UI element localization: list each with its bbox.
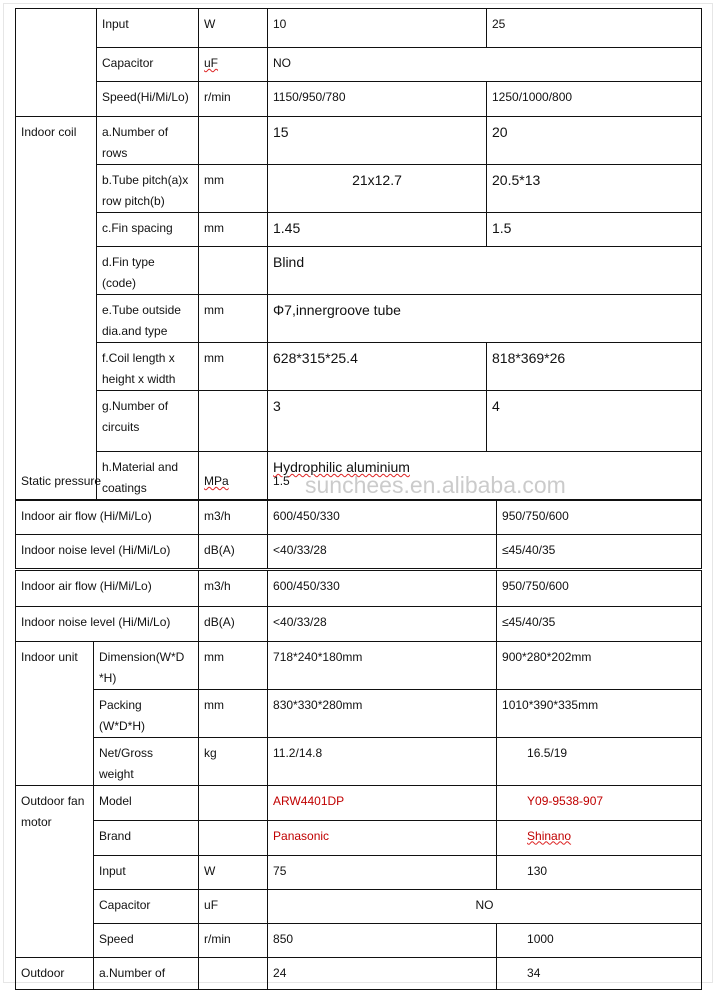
- unit-cell: mm: [199, 343, 268, 391]
- unit-cell: [199, 957, 268, 989]
- unit-text: MPa: [204, 474, 229, 488]
- row-label: Model: [94, 785, 199, 820]
- value-a: 600/450/330: [268, 500, 497, 534]
- value-b: [497, 820, 702, 855]
- row-label: [97, 165, 199, 213]
- label-line: e.Tube outside: [102, 303, 181, 317]
- row-label: Speed: [94, 923, 199, 957]
- label-line: b.Tube pitch(a)x: [102, 173, 189, 187]
- label-line: f.Coil length x: [102, 351, 175, 365]
- value-a: 75: [268, 855, 497, 889]
- label-line: motor: [21, 814, 52, 829]
- table-row: [16, 606, 702, 641]
- table-row: [16, 820, 702, 855]
- row-label: [94, 737, 199, 785]
- value-a: 1150/950/780: [268, 82, 487, 117]
- table-row: [16, 391, 702, 452]
- label-line: height x width: [102, 372, 176, 386]
- row-label: [97, 295, 199, 343]
- label-line: Packing: [99, 697, 142, 712]
- row-label: Speed(Hi/Mi/Lo): [97, 82, 199, 117]
- value-text: Hydrophilic aluminium: [273, 459, 410, 475]
- value-a: 830*330*280mm: [268, 689, 497, 737]
- value-a: 718*240*180mm: [268, 641, 497, 689]
- spec-table-top: [15, 8, 702, 500]
- table-row: [16, 957, 702, 989]
- table-row: [16, 737, 702, 785]
- table-row: [16, 569, 702, 606]
- value-b: 818*369*26: [487, 343, 702, 391]
- value-a: 850: [268, 923, 497, 957]
- unit-cell: r/min: [199, 923, 268, 957]
- value-merged: NO: [268, 48, 702, 82]
- value-b: 20: [487, 117, 702, 165]
- group-title: Outdoor: [16, 957, 94, 989]
- row-label: Brand: [94, 820, 199, 855]
- table-row: [16, 889, 702, 923]
- label-line: rows: [102, 146, 128, 160]
- table-row: [16, 855, 702, 889]
- row-label: [94, 689, 199, 737]
- table-row: [16, 82, 702, 117]
- row-label: Capacitor: [94, 889, 199, 923]
- table-row: [16, 295, 702, 343]
- row-label: Input: [97, 9, 199, 48]
- value-b: ≤45/40/35: [497, 606, 702, 641]
- label-line: coatings: [102, 481, 147, 495]
- label-line: dia.and type: [102, 324, 168, 338]
- row-label: Indoor noise level (Hi/Mi/Lo): [16, 606, 199, 641]
- unit-cell: uF: [199, 889, 268, 923]
- value-b: 950/750/600: [497, 500, 702, 534]
- unit-cell: mm: [199, 295, 268, 343]
- value-b: 900*280*202mm: [497, 641, 702, 689]
- label-line: h.Material and: [102, 460, 179, 474]
- unit-cell: [199, 48, 268, 82]
- watermark: sunchees.en.alibaba.com: [305, 472, 566, 498]
- value-a: <40/33/28: [268, 606, 497, 641]
- label-line: Net/Gross: [99, 745, 154, 760]
- table-row: [16, 213, 702, 247]
- value-a: <40/33/28: [268, 534, 497, 569]
- value-b: ≤45/40/35: [497, 534, 702, 569]
- table-row: [16, 117, 702, 165]
- value-b: 130: [497, 855, 702, 889]
- value-a: 600/450/330: [268, 569, 497, 606]
- value-a: 628*315*25.4: [268, 343, 487, 391]
- row-label: a.Number of: [94, 957, 199, 989]
- table-row: [16, 9, 702, 48]
- value-a: ARW4401DP: [268, 785, 497, 820]
- unit-cell: [199, 391, 268, 452]
- table-row: [16, 534, 702, 569]
- value-a: 21x12.7: [268, 165, 487, 213]
- value-a: 11.2/14.8: [268, 737, 497, 785]
- value-merged: 1.5: [268, 466, 702, 500]
- table-row: [16, 247, 702, 295]
- unit-cell: m3/h: [199, 569, 268, 606]
- table-row: [16, 500, 702, 534]
- label-line: d.Fin type: [102, 255, 155, 269]
- row-label: [97, 247, 199, 295]
- label-line: Dimension(W*D: [99, 649, 185, 664]
- unit-cell: mm: [199, 213, 268, 247]
- table-row: [16, 641, 702, 689]
- row-label: Static pressure: [16, 466, 199, 500]
- table-row: [16, 343, 702, 391]
- table-row: [16, 466, 702, 500]
- unit-text: uF: [204, 56, 219, 70]
- unit-cell: r/min: [199, 82, 268, 117]
- label-line: (W*D*H): [99, 718, 145, 733]
- value-b: 25: [487, 9, 702, 48]
- label-line: weight: [99, 766, 134, 781]
- table-row: [16, 785, 702, 820]
- value-b: 34: [497, 957, 702, 989]
- unit-cell: W: [199, 9, 268, 48]
- value-b: 20.5*13: [487, 165, 702, 213]
- table-row: [16, 689, 702, 737]
- group-title: Indoor coil: [16, 117, 97, 500]
- label-line: circuits: [102, 420, 140, 434]
- unit-cell: [199, 820, 268, 855]
- unit-cell: mm: [199, 689, 268, 737]
- value-a: 1.45: [268, 213, 487, 247]
- value-a: 24: [268, 957, 497, 989]
- label-line: *H): [99, 670, 117, 685]
- value-a: 10: [268, 9, 487, 48]
- unit-cell: [199, 117, 268, 165]
- value-merged: Blind: [268, 247, 702, 295]
- unit-cell: W: [199, 855, 268, 889]
- value-a: 15: [268, 117, 487, 165]
- label-line: a.Number of: [102, 125, 169, 139]
- unit-cell: kg: [199, 737, 268, 785]
- row-label: c.Fin spacing: [97, 213, 199, 247]
- value-b: 4: [487, 391, 702, 452]
- value-b: 16.5/19: [497, 737, 702, 785]
- row-label: [97, 117, 199, 165]
- row-label: Indoor noise level (Hi/Mi/Lo): [16, 534, 199, 569]
- value-merged: NO: [268, 889, 702, 923]
- table-row: [16, 48, 702, 82]
- group-title: Indoor unit: [16, 641, 94, 785]
- row-label: [94, 641, 199, 689]
- value-merged: Φ7,innergroove tube: [268, 295, 702, 343]
- group-cell: [16, 9, 97, 117]
- table-row: [16, 165, 702, 213]
- unit-cell: mm: [199, 165, 268, 213]
- table-row: [16, 923, 702, 957]
- label-line: row pitch(b): [102, 194, 165, 208]
- unit-cell: m3/h: [199, 500, 268, 534]
- unit-cell: dB(A): [199, 606, 268, 641]
- label-line: (code): [102, 276, 137, 290]
- unit-cell: mm: [199, 641, 268, 689]
- label-line: g.Number of: [102, 399, 169, 413]
- spec-table-bottom: [15, 466, 702, 990]
- value-b: 1.5: [487, 213, 702, 247]
- value-b: 950/750/600: [497, 569, 702, 606]
- row-label: Indoor air flow (Hi/Mi/Lo): [16, 500, 199, 534]
- group-title: [16, 785, 94, 957]
- label-line: Outdoor fan: [21, 793, 85, 808]
- value-b: 1250/1000/800: [487, 82, 702, 117]
- value-text: Shinano: [527, 828, 572, 843]
- unit-cell: [199, 247, 268, 295]
- value-a: Panasonic: [268, 820, 497, 855]
- row-label: Indoor air flow (Hi/Mi/Lo): [16, 569, 199, 606]
- row-label: [97, 391, 199, 452]
- unit-cell: dB(A): [199, 534, 268, 569]
- unit-cell: [199, 785, 268, 820]
- unit-cell: [199, 466, 268, 500]
- value-a: 3: [268, 391, 487, 452]
- value-b: 1010*390*335mm: [497, 689, 702, 737]
- value-b: 1000: [497, 923, 702, 957]
- row-label: Capacitor: [97, 48, 199, 82]
- value-b: Y09-9538-907: [497, 785, 702, 820]
- row-label: [97, 343, 199, 391]
- row-label: Input: [94, 855, 199, 889]
